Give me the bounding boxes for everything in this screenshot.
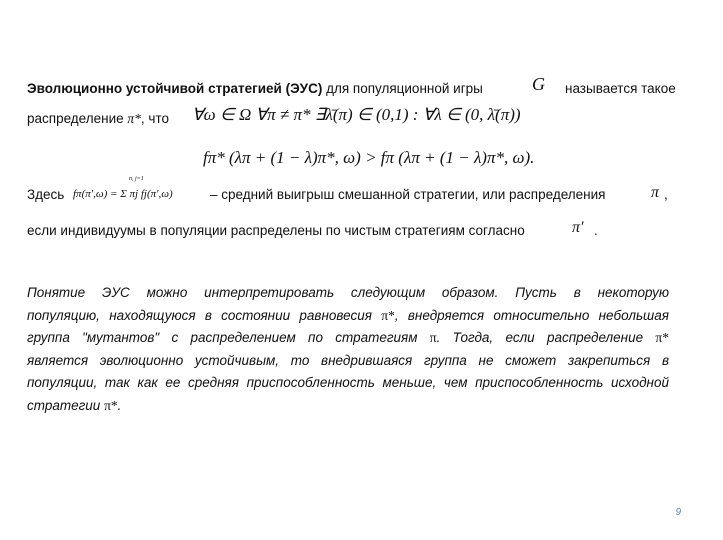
here-label: Здесь (27, 187, 65, 202)
pi-star-inline-1: π* (381, 307, 395, 323)
definition-text-2: называется такое (565, 81, 676, 96)
definition-line-2 (27, 110, 169, 128)
explanation-text-2: если индивидуумы в популяции распределены по чистым стратегиям согласно (27, 223, 525, 238)
definition-text-4: , что (140, 111, 169, 126)
ess-inequality: fπ* (λπ + (1 − λ)π*, ω) > fπ (λπ + (1 − λ)π*, ω). (203, 148, 535, 167)
explanation-period: . (594, 223, 598, 238)
interpretation-line-3: группа "мутантов" с распределением по стратегиям π. Тогда, если распределение π* (27, 330, 669, 345)
explanation-line-1 (27, 186, 64, 204)
quantifier-formula: ∀ω ∈ Ω ∀π ≠ π* ∃λ̄(π) ∈ (0,1) : ∀λ ∈ (0, λ̄(π)) (192, 105, 521, 124)
pi-inline: π (429, 330, 437, 345)
page-number: 9 (675, 507, 681, 518)
pi-star-inline-2: π* (655, 330, 669, 345)
interpretation-line-1: Понятие ЭУС можно интерпретировать следующим образом. Пусть в некоторую (27, 285, 669, 300)
game-symbol: G (532, 74, 545, 94)
pi-star-inline-3: π* (104, 397, 118, 413)
sum-limits: n, j=1 (129, 176, 144, 182)
interpretation-line-4: является эволюционно устойчивым, то внедрившаяся группа не сможет закрепиться в (27, 352, 669, 368)
pi-prime-symbol: π′ (572, 219, 584, 236)
pi-star-symbol: π* (127, 111, 141, 126)
definition-term: Эволюционно устойчивой стратегией (ЭУС) (27, 81, 323, 96)
interpretation-line-6: стратегии π*. (27, 397, 122, 413)
definition-text-3: распределение (27, 111, 124, 126)
pi-symbol: π (651, 184, 660, 201)
definition-text-1: для популяционной игры (322, 81, 483, 96)
explanation-comma: , (664, 187, 668, 202)
interpretation-line-5: популяции, так как ее средняя приспособленность меньше, чем приспособленность исходной (27, 375, 669, 390)
interpretation-line-2: популяцию, находящуюся в состоянии равновесия π*, внедряется относительно небольшая (27, 307, 669, 323)
explanation-line-2 (27, 222, 525, 240)
interpretation-paragraph (27, 282, 669, 417)
explanation-text-1: – средний выигрыш смешанной стратегии, или распределения (210, 187, 606, 202)
mean-payoff-formula: fπ(π′,ω) = Σ πj fj(π′,ω) (73, 188, 173, 200)
